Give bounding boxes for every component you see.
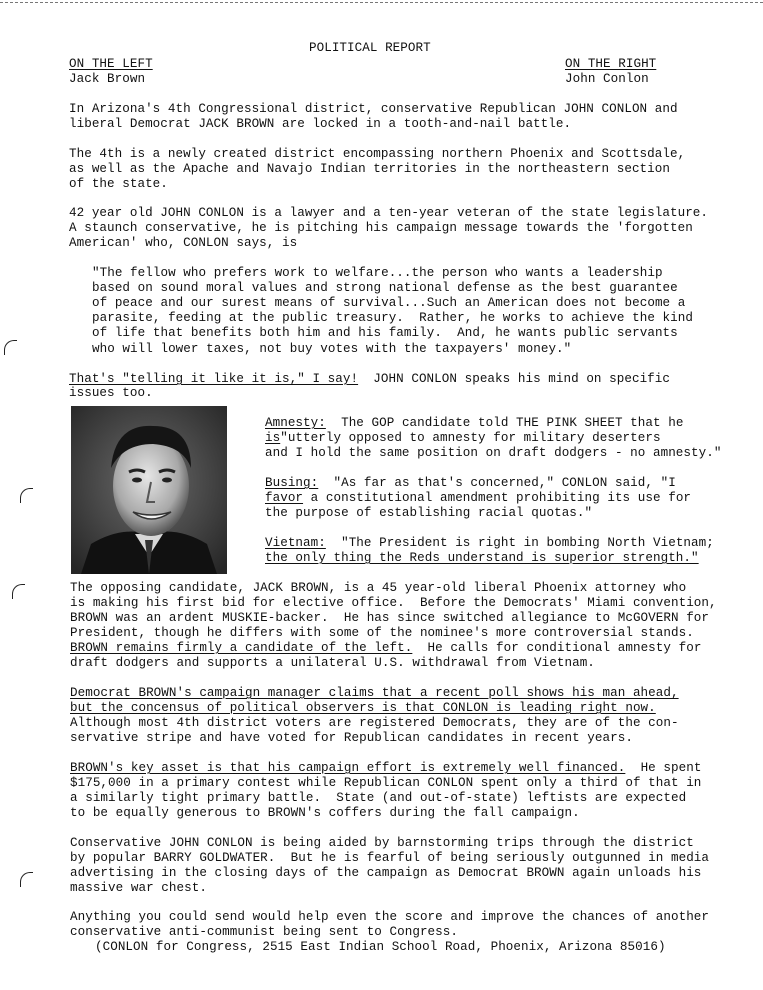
para-5-line-6: draft dodgers and supports a unilateral U.S. withdrawal from Vietnam.: [70, 656, 595, 670]
para-3-line-3: American' who, CONLON says, is: [69, 236, 298, 250]
busing-line-2: [265, 491, 691, 506]
quote-line-3: of peace and our surest means of survival...Such an American does not become a: [92, 296, 686, 310]
para-6-line-2: but the concensus of political observers is that CONLON is leading right now.: [70, 701, 656, 715]
vietnam-label: Vietnam:: [265, 536, 326, 550]
para-2-line-3: of the state.: [69, 177, 168, 191]
vietnam-text-1: "The President is right in bombing North Vietnam;: [325, 536, 714, 550]
margin-mark: [4, 340, 17, 355]
para-2-line-2: as well as the Apache and Navajo Indian territories in the northeastern section: [69, 162, 670, 176]
telling-it-underlined: That's "telling it like it is," I say!: [69, 372, 359, 386]
key-asset-rest: He spent: [625, 761, 702, 775]
quote-line-5: of life that benefits both him and his family. And, he wants public servants: [92, 326, 678, 340]
busing-line-1: [265, 476, 676, 491]
right-label: ON THE RIGHT: [565, 57, 657, 71]
brown-left-rest: He calls for conditional amnesty for: [412, 641, 702, 655]
para-5-line-1: The opposing candidate, JACK BROWN, is a 45 year-old liberal Phoenix attorney who: [70, 581, 687, 595]
para-4-line-1: [69, 372, 670, 387]
telling-it-rest: JOHN CONLON speaks his mind on specific: [358, 372, 670, 386]
portrait-svg: [71, 406, 227, 574]
quote-line-4: parasite, feeding at the public treasury. Rather, he works to achieve the kind: [92, 311, 693, 325]
amnesty-text-2: "utterly opposed to amnesty for military deserters: [280, 431, 661, 445]
para-5-line-4: President, though he differs with some of the nominee's more controversial stands.: [70, 626, 694, 640]
amnesty-line-3: and I hold the same position on draft dodgers - no amnesty.": [265, 446, 722, 460]
para-7-line-3: a similarly tight primary battle. State (and out-of-state) leftists are expected: [70, 791, 687, 805]
campaign-address: (CONLON for Congress, 2515 East Indian School Road, Phoenix, Arizona 85016): [95, 940, 666, 954]
para-1-line-2: liberal Democrat JACK BROWN are locked in a tooth-and-nail battle.: [69, 117, 572, 131]
para-9-line-1: Anything you could send would help even the score and improve the chances of another: [70, 910, 710, 924]
para-5-line-3: BROWN was an ardent MUSKIE-backer. He has since switched allegiance to McGOVERN for: [70, 611, 710, 625]
para-5-line-5: [70, 641, 701, 656]
busing-text-2: a constitutional amendment prohibiting its use for: [303, 491, 692, 505]
para-2-line-1: The 4th is a newly created district encompassing northern Phoenix and Scottsdale,: [69, 147, 686, 161]
quote-line-1: "The fellow who prefers work to welfare...the person who wants a leadership: [92, 266, 663, 280]
brown-left-underlined: BROWN remains firmly a candidate of the left.: [70, 641, 413, 655]
para-4-line-2: issues too.: [69, 386, 153, 400]
para-7-line-4: to be equally generous to BROWN's coffers during the fall campaign.: [70, 806, 580, 820]
para-7-line-2: $175,000 in a primary contest while Republican CONLON spent only a third of that in: [70, 776, 702, 790]
para-3-line-1: 42 year old JOHN CONLON is a lawyer and a ten-year veteran of the state legislature.: [69, 206, 709, 220]
page-top-edge: [0, 2, 763, 3]
amnesty-text-1: The GOP candidate told THE PINK SHEET that he: [325, 416, 684, 430]
key-asset-underlined: BROWN's key asset is that his campaign effort is extremely well financed.: [70, 761, 626, 775]
busing-underlined-favor: favor: [265, 491, 304, 505]
busing-text-1: "As far as that's concerned," CONLON said, "I: [318, 476, 676, 490]
left-label: ON THE LEFT: [69, 57, 153, 71]
candidate-portrait-photo: [71, 406, 227, 574]
para-7-line-1: [70, 761, 701, 776]
busing-label: Busing:: [265, 476, 319, 490]
amnesty-line-1: [265, 416, 683, 431]
para-3-line-2: A staunch conservative, he is pitching his campaign message towards the 'forgotten: [69, 221, 693, 235]
amnesty-line-2: [265, 431, 661, 446]
quote-line-2: based on sound moral values and strong national defense as the best guarantee: [92, 281, 678, 295]
margin-mark: [12, 584, 25, 599]
amnesty-underlined-is: is: [265, 431, 281, 445]
para-5-line-2: is making his first bid for elective office. Before the Democrats' Miami convention,: [70, 596, 717, 610]
margin-mark: [20, 872, 33, 887]
para-1-line-1: In Arizona's 4th Congressional district, conservative Republican JOHN CONLON and: [69, 102, 678, 116]
busing-line-3: the purpose of establishing racial quotas.": [265, 506, 593, 520]
para-6-line-3: Although most 4th district voters are registered Democrats, they are of the con-: [70, 716, 679, 730]
para-6-line-4: servative stripe and have voted for Republican candidates in recent years.: [70, 731, 633, 745]
margin-mark: [20, 488, 33, 503]
page-title: POLITICAL REPORT: [309, 41, 431, 55]
right-name: John Conlon: [565, 72, 649, 86]
vietnam-line-2: the only thing the Reds understand is superior strength.": [265, 551, 699, 565]
amnesty-label: Amnesty:: [265, 416, 326, 430]
para-6-line-1: Democrat BROWN's campaign manager claims that a recent poll shows his man ahead,: [70, 686, 679, 700]
para-8-line-3: advertising in the closing days of the campaign as Democrat BROWN again unloads his: [70, 866, 702, 880]
para-8-line-4: massive war chest.: [70, 881, 207, 895]
quote-line-6: who will lower taxes, not buy votes with the taxpayers' money.": [92, 342, 572, 356]
para-9-line-2: conservative anti-communist being sent to Congress.: [70, 925, 458, 939]
para-8-line-2: by popular BARRY GOLDWATER. But he is fearful of being seriously outgunned in media: [70, 851, 710, 865]
left-name: Jack Brown: [69, 72, 146, 86]
vietnam-line-1: [265, 536, 714, 551]
para-8-line-1: Conservative JOHN CONLON is being aided by barnstorming trips through the district: [70, 836, 694, 850]
